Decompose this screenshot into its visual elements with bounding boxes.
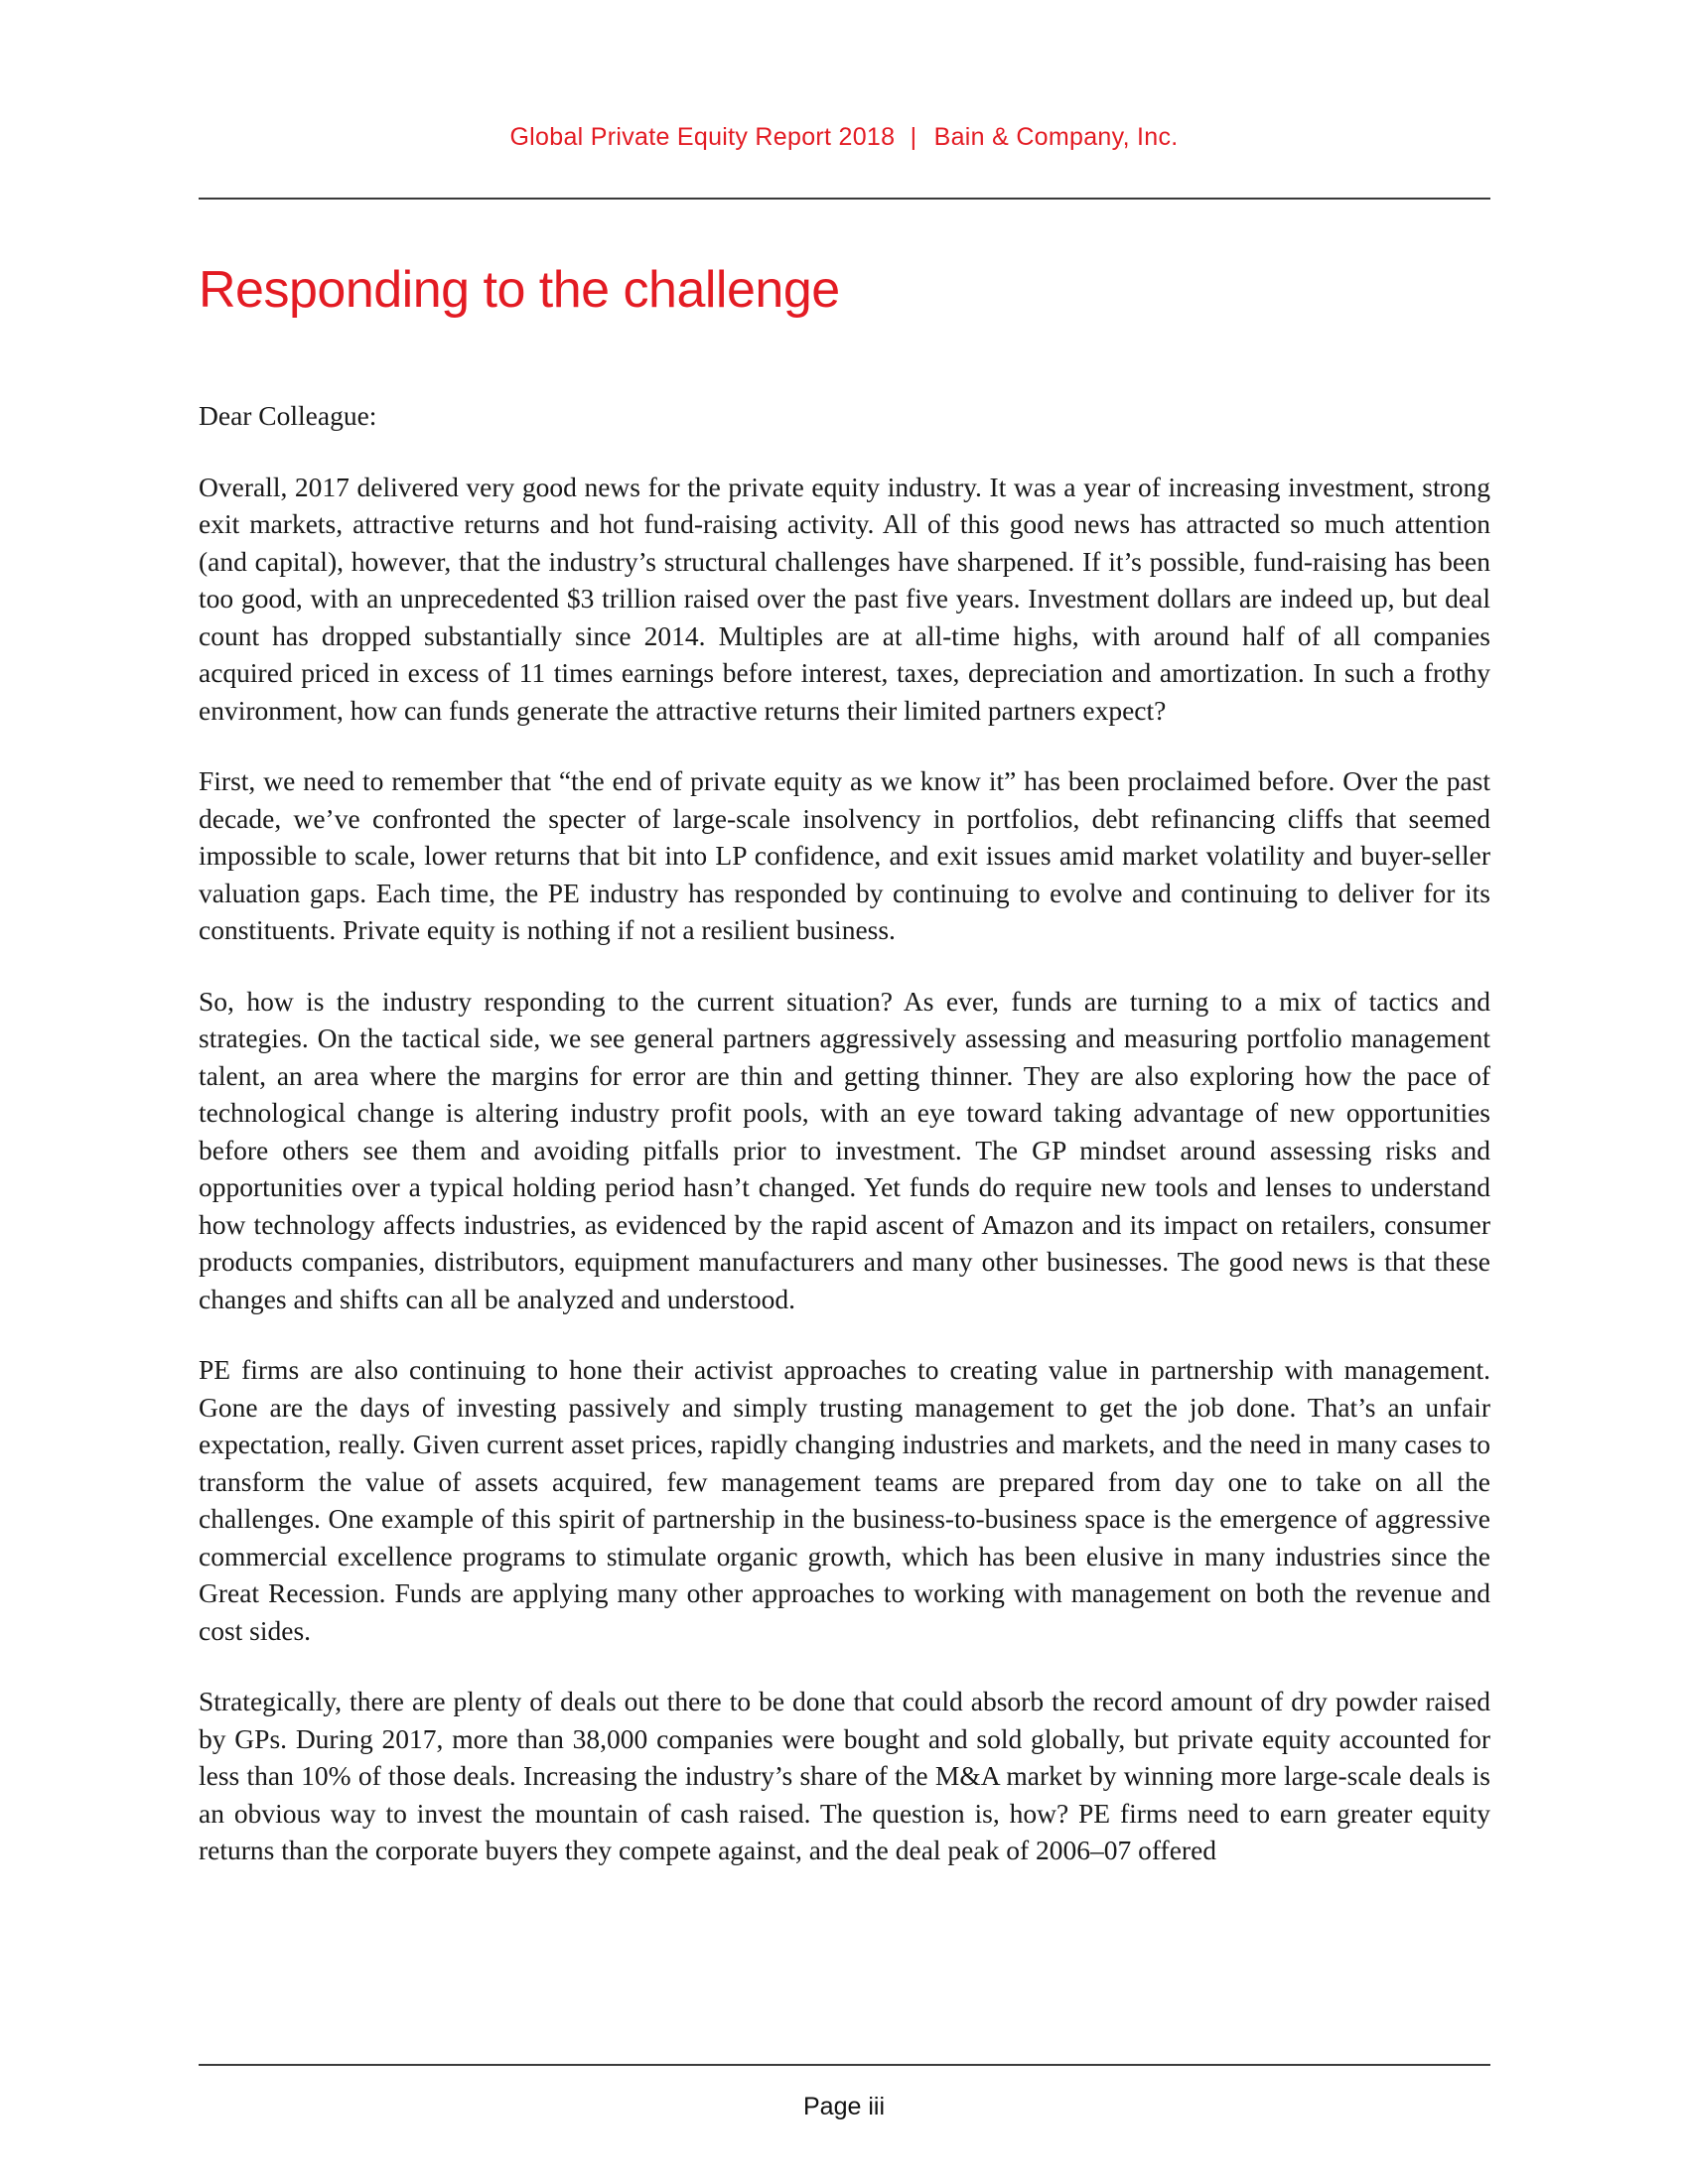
- salutation: Dear Colleague:: [199, 400, 377, 431]
- company-name: Bain & Company, Inc.: [933, 123, 1179, 151]
- paragraph-tactics: So, how is the industry responding to the current situation? As ever, funds are turning to a mix of tactics and strategies. On the tactical side, we see general partners aggressively assessing and measuring portfolio management talent, an area where the margins for error are thin and getting thinner. They are also exploring how the pace of technological change is altering industry profit pools, with an eye toward taking advantage of new opportunities before others see them and avoiding pitfalls prior to investment. The GP mindset around assessing risks and opportunities over a typical holding period hasn’t changed. Yet funds do require new tools and lenses to understand how technology affects industries, as evidenced by the rapid ascent of Amazon and its impact on retailers, consumer products companies, distributors, equipment manufacturers and many other businesses. The good news is that these changes and shifts can all be analyzed and understood.: [199, 985, 1490, 1314]
- running-header: [0, 123, 1688, 152]
- paragraph-overview: Overall, 2017 delivered very good news for the private equity industry. It was a year of increasing investment, strong exit markets, attractive returns and hot fund-raising activity. All of this good news has attracted so much attention (and capital), however, that the industry’s structural challenges have sharpened. If it’s possible, fund-raising has been too good, with an unprecedented $3 trillion raised over the past five years. Investment dollars are indeed up, but deal count has dropped substantially since 2014. Multiples are at all-time highs, with around half of all companies acquired priced in excess of 11 times earnings before interest, taxes, depreciation and amortization. In such a frothy environment, how can funds generate the attractive returns their limited partners expect?: [199, 471, 1490, 726]
- header-separator: |: [910, 123, 917, 151]
- page-title: Responding to the challenge: [199, 261, 840, 319]
- header-divider: [199, 198, 1490, 200]
- report-title: Global Private Equity Report 2018: [509, 123, 896, 151]
- paragraph-strategy: Strategically, there are plenty of deals out there to be done that could absorb the record amount of dry powder raised by GPs. During 2017, more than 38,000 companies were bought and sold globally, but private equity accounted for less than 10% of those deals. Increasing the industry’s share of the M&A market by winning more large-scale deals is an obvious way to invest the mountain of cash raised. The question is, how? PE firms need to earn greater equity returns than the corporate buyers they compete against, and the deal peak of 2006–07 offered: [199, 1686, 1490, 1865]
- footer-divider: [199, 2064, 1490, 2066]
- page-number: Page iii: [803, 2093, 885, 2120]
- letter-body: [199, 397, 1490, 1869]
- paragraph-activism: PE firms are also continuing to hone their activist approaches to creating value in partnership with management. Gone are the days of investing passively and simply trusting management to get the job done. That’s an unfair expectation, really. Given current asset prices, rapidly changing industries and markets, and the need in many cases to transform the value of assets acquired, few management teams are prepared from day one to take on all the challenges. One example of this spirit of partnership in the business-to-business space is the emergence of aggressive commercial excellence programs to stimulate organic growth, which has been elusive in many industries since the Great Recession. Funds are applying many other approaches to working with management on both the revenue and cost sides.: [199, 1354, 1490, 1646]
- paragraph-history: First, we need to remember that “the end of private equity as we know it” has been proclaimed before. Over the past decade, we’ve confronted the specter of large-scale insolvency in portfolios, debt refinancing cliffs that seemed impossible to scale, lower returns that bit into LP confidence, and exit issues amid market volatility and buyer-seller valuation gaps. Each time, the PE industry has responded by continuing to evolve and continuing to deliver for its constituents. Private equity is nothing if not a resilient business.: [199, 765, 1490, 945]
